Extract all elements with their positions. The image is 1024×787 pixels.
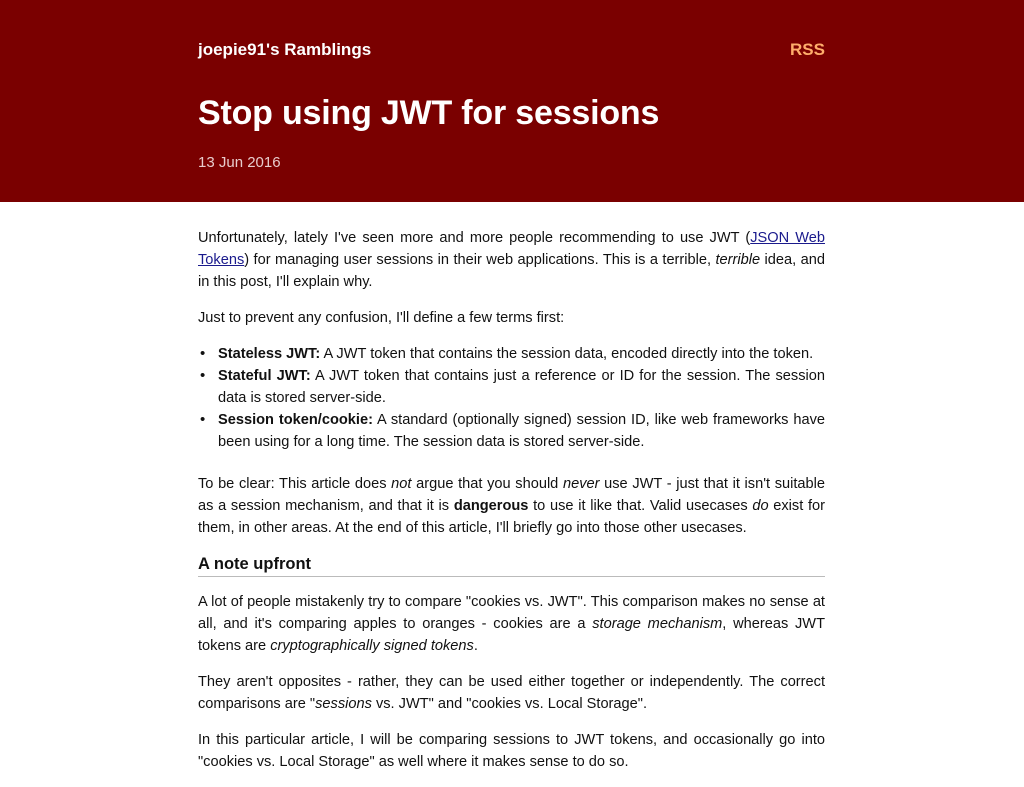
clarification-text: To be clear: This article does	[198, 476, 392, 492]
scope-paragraph: In this particular article, I will be comparing sessions to JWT tokens, and occasionally go into "cookies vs. Local Storage" as well where it makes sense to do so.	[198, 732, 825, 770]
comparison-emphasis-storage: storage mechanism	[592, 616, 723, 632]
comparison-text: A lot of people mistakenly try to compare "cookies vs. JWT". This comparison makes no sense at all, and it's comparing apples to oranges - cookies are a	[198, 594, 825, 632]
post-title: Stop using JWT for sessions	[198, 94, 660, 132]
clarification-paragraph	[198, 473, 825, 539]
site-name-link[interactable]: joepie91's Ramblings	[198, 40, 372, 59]
terms-intro-paragraph: Just to prevent any confusion, I'll define a few terms first:	[198, 310, 565, 326]
clarification-text: argue that you should	[411, 476, 563, 492]
comparison-text: , whereas JWT tokens are	[198, 616, 825, 654]
opposites-emphasis-sessions: sessions	[315, 696, 372, 712]
term-definition: A JWT token that contains the session data, encoded directly into the token.	[320, 346, 814, 362]
intro-text-end: idea, and in this post, I'll explain why.	[198, 252, 825, 290]
intro-paragraph	[198, 227, 825, 293]
term-definition: A JWT token that contains just a reference or ID for the session. The session data is stored server-side.	[218, 368, 825, 406]
clarification-text: to use it like that. Valid usecases	[528, 498, 753, 514]
rss-link[interactable]: RSS	[790, 40, 825, 59]
opposites-text: vs. JWT" and "cookies vs. Local Storage".	[371, 696, 647, 712]
clarification-emphasis-never: never	[562, 476, 600, 492]
term-label: Stateless JWT:	[218, 346, 321, 362]
clarification-emphasis-do: do	[752, 498, 769, 514]
terms-list	[198, 343, 825, 453]
term-label: Session token/cookie:	[218, 412, 373, 428]
site-header	[0, 0, 1024, 202]
term-label: Stateful JWT:	[218, 368, 311, 384]
comparison-emphasis-tokens: cryptographically signed tokens	[270, 638, 474, 654]
comparison-paragraph	[198, 591, 825, 657]
post-date: 13 Jun 2016	[198, 154, 281, 171]
article-body	[198, 227, 825, 787]
intro-emphasis: terrible	[715, 252, 761, 268]
term-definition: A standard (optionally signed) session ID, like web frameworks have been using for a long time. The session data is stored server-side.	[218, 412, 825, 450]
term-item-stateless-jwt	[218, 343, 825, 365]
json-web-tokens-link[interactable]: JSON Web Tokens	[198, 230, 825, 268]
comparison-text: .	[473, 638, 478, 654]
intro-text-start: Unfortunately, lately I've seen more and more people recommending to use JWT (	[198, 230, 751, 246]
clarification-strong-dangerous: dangerous	[453, 498, 529, 514]
clarification-emphasis-not: not	[391, 476, 412, 492]
intro-text-middle: ) for managing user sessions in their web applications. This is a terrible,	[244, 252, 716, 268]
opposites-text: They aren't opposites - rather, they can be used either together or independently. The correct comparisons are "	[198, 674, 825, 712]
section-heading: A note upfront	[198, 553, 825, 577]
term-item-stateful-jwt	[218, 365, 825, 409]
clarification-text: use JWT - just that it isn't suitable as a session mechanism, and that it is	[198, 476, 826, 514]
term-item-session-token	[218, 409, 825, 453]
clarification-text: exist for them, in other areas. At the end of this article, I'll briefly go into those other usecases.	[198, 498, 825, 536]
opposites-paragraph	[198, 671, 825, 715]
